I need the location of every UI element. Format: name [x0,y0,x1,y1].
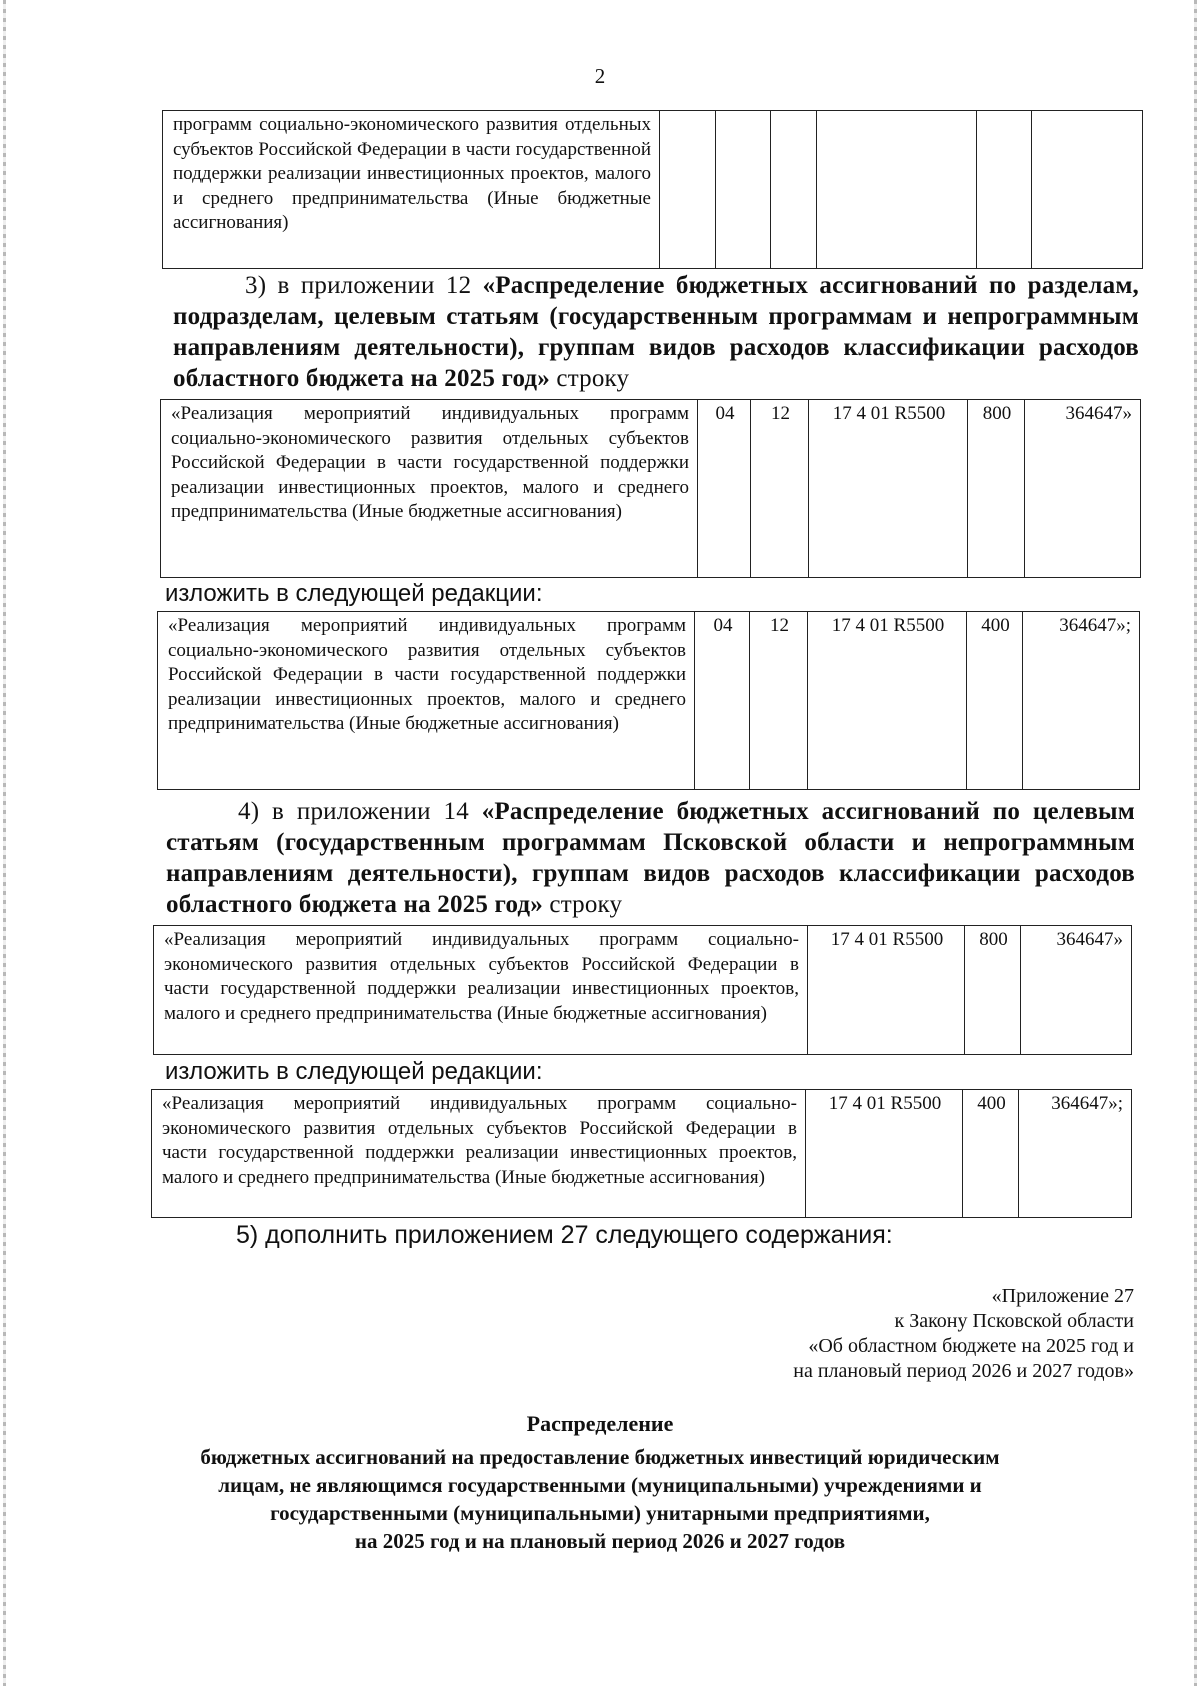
budget-table-2 [160,399,1141,578]
paragraph-5: 5) дополнить приложением 27 следующего содержания: [236,1221,893,1249]
cell-amount: 364647» [1025,400,1141,578]
table-row [163,111,1143,269]
cell-empty [977,111,1032,269]
cell-subsection: 12 [750,612,808,790]
row-description: «Реализация мероприятий индивидуальных программ социально-экономического развития отдельных субъектов Российской Федерации в части государственной поддержки реализации инвестиционных проектов, малого и среднего предпринимательства (Иные бюджетные ассигнования) [152,1090,806,1218]
cell-expense-type: 800 [965,926,1021,1055]
budget-table-5 [151,1089,1132,1218]
cell-amount: 364647» [1021,926,1132,1055]
row-description: «Реализация мероприятий индивидуальных программ социально-экономического развития отдельных субъектов Российской Федерации в части государственной поддержки реализации инвестиционных проектов, малого и среднего предпринимательства (Иные бюджетные ассигнования) [154,926,808,1055]
appendix-line-4: на плановый период 2026 и 2027 годов» [793,1360,1134,1382]
paragraph-3: 3) в приложении 12 «Распределение бюджетных ассигнований по разделам, подразделам, целевым статьям (государственным программам и непрограммным направлениям деятельности), группам видов расходов классификации расходов областного бюджета на 2025 год» строку [173,272,1139,392]
table-new-row-12 [157,611,1139,790]
cell-expense-type: 400 [963,1090,1019,1218]
cell-empty [771,111,817,269]
row-description: «Реализация мероприятий индивидуальных программ социально-экономического развития отдельных субъектов Российской Федерации в части государственной поддержки реализации инвестиционных проектов, малого и среднего предпринимательства (Иные бюджетные ассигнования) [161,400,698,578]
edit-label-2: изложить в следующей редакции: [165,1058,543,1085]
appendix-line-2: к Закону Псковской области [894,1310,1134,1332]
cell-empty [660,111,716,269]
appendix-line-1: «Приложение 27 [991,1285,1134,1307]
page-number: 2 [594,64,606,88]
cell-expense-type: 400 [967,612,1023,790]
cell-amount: 364647»; [1019,1090,1132,1218]
heading-line-2: лицам, не являющимся государственными (муниципальными) учреждениями и [218,1473,982,1497]
appendix-line-3: «Об областном бюджете на 2025 год и [808,1335,1134,1357]
table-continuation [162,110,1142,269]
appendix-header [793,1284,1134,1384]
cell-expense-type: 800 [968,400,1025,578]
table-row [154,926,1132,1055]
table-row [161,400,1141,578]
cell-section: 04 [695,612,750,790]
paragraph-4-title: «Распределение бюджетных ассигнований по целевым статьям (государственным программам Псковской области и непрограммным направлениям деятельности), группам видов расходов классификации расходов областного бюджета на 2025 год» [166,798,1135,918]
cell-target-article: 17 4 01 R5500 [806,1090,963,1218]
cell-target-article: 17 4 01 R5500 [808,926,965,1055]
heading-line-4: на 2025 год и на плановый период 2026 и 2027 годов [354,1529,846,1553]
budget-table-1 [162,110,1143,269]
heading-line-1: бюджетных ассигнований на предоставление бюджетных инвестиций юридическим [200,1445,1000,1469]
table-new-row-14 [151,1089,1131,1218]
heading-title: Распределение [526,1411,674,1436]
heading-line-3: государственными (муниципальными) унитарными предприятиями, [270,1501,930,1525]
row-description: «Реализация мероприятий индивидуальных программ социально-экономического развития отдельных субъектов Российской Федерации в части государственной поддержки реализации инвестиционных проектов, малого и среднего предпринимательства (Иные бюджетные ассигнования) [158,612,695,790]
cell-target-article: 17 4 01 R5500 [808,612,967,790]
cell-empty [1032,111,1143,269]
cell-amount: 364647»; [1023,612,1140,790]
cell-target-article: 17 4 01 R5500 [809,400,968,578]
table-row [152,1090,1132,1218]
paragraph-3-title: «Распределение бюджетных ассигнований по разделам, подразделам, целевым статьям (государственным программам и непрограммным направлениям деятельности), группам видов расходов классификации расходов областного бюджета на 2025 год» [173,272,1139,392]
row-description: программ социально-экономического развития отдельных субъектов Российской Федерации в части государственной поддержки реализации инвестиционных проектов, малого и среднего предпринимательства (Иные бюджетные ассигнования) [163,111,660,269]
cell-empty [716,111,771,269]
budget-table-3 [157,611,1140,790]
table-row [158,612,1140,790]
edit-label-1: изложить в следующей редакции: [165,580,543,607]
table-old-row-14 [153,925,1131,1055]
cell-section: 04 [698,400,751,578]
cell-subsection: 12 [751,400,809,578]
cell-empty [817,111,977,269]
budget-table-4 [153,925,1132,1055]
paragraph-4: 4) в приложении 14 «Распределение бюджетных ассигнований по целевым статьям (государственным программам Псковской области и непрограммным направлениям деятельности), группам видов расходов классификации расходов областного бюджета на 2025 год» строку [166,798,1135,918]
table-old-row-12 [160,399,1140,578]
section-heading [0,1410,1200,1555]
